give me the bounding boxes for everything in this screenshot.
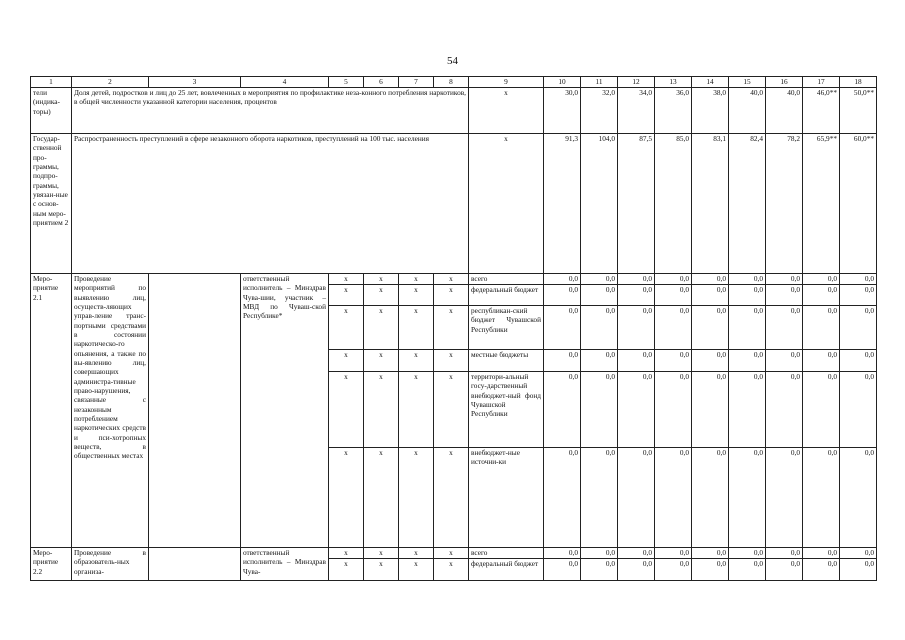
period-mark: x — [329, 559, 364, 581]
period-mark: x — [399, 548, 434, 559]
funding-value: 0,0 — [803, 372, 840, 448]
funding-value: 0,0 — [692, 350, 729, 372]
column-number: 3 — [149, 77, 241, 88]
period-mark: x — [364, 559, 399, 581]
period-mark: x — [434, 559, 469, 581]
period-mark: x — [329, 350, 364, 372]
funding-value: 0,0 — [692, 448, 729, 548]
measure-row — [31, 274, 877, 285]
funding-value: 0,0 — [729, 274, 766, 285]
period-mark: x — [399, 559, 434, 581]
period-mark: x — [399, 306, 434, 350]
funding-value: 0,0 — [840, 285, 877, 306]
indicator-value: 32,0 — [581, 88, 618, 134]
period-mark: x — [434, 448, 469, 548]
funding-value: 0,0 — [692, 559, 729, 581]
funding-value: 0,0 — [655, 548, 692, 559]
funding-source: всего — [469, 548, 544, 559]
funding-value: 0,0 — [803, 285, 840, 306]
period-mark: x — [364, 350, 399, 372]
funding-source: всего — [469, 274, 544, 285]
funding-value: 0,0 — [618, 448, 655, 548]
period-mark: x — [399, 372, 434, 448]
funding-source: федеральный бюджет — [469, 285, 544, 306]
indicator-value: 83,1 — [692, 134, 729, 274]
period-mark: x — [329, 448, 364, 548]
measure-name: Проведение в образователь-ных организа- — [72, 548, 149, 581]
indicator-value: 104,0 — [581, 134, 618, 274]
column-number: 18 — [840, 77, 877, 88]
funding-value: 0,0 — [729, 306, 766, 350]
funding-value: 0,0 — [803, 274, 840, 285]
funding-value: 0,0 — [692, 285, 729, 306]
column-number: 8 — [434, 77, 469, 88]
column-number: 17 — [803, 77, 840, 88]
column-number: 14 — [692, 77, 729, 88]
funding-value: 0,0 — [655, 285, 692, 306]
period-mark: x — [364, 548, 399, 559]
indicator-value: 78,2 — [766, 134, 803, 274]
funding-value: 0,0 — [803, 548, 840, 559]
indicator-value: 30,0 — [544, 88, 581, 134]
funding-value: 0,0 — [766, 559, 803, 581]
page-number: 54 — [447, 55, 458, 67]
funding-value: 0,0 — [729, 350, 766, 372]
measure-name: Проведение мероприятий по выявлению лиц, осуществ-ляющих управ-ление транс-портными средствами в состоянии наркотическо-го опьянения, а также по вы-явлению лиц, совершающих администра-тивные право-нарушения, связанные с незаконным потреблением наркотических средств и пси-хотропных веществ, в общественных местах — [72, 274, 149, 548]
period-mark: x — [364, 274, 399, 285]
funding-value: 0,0 — [729, 559, 766, 581]
indicator-value: 91,3 — [544, 134, 581, 274]
funding-value: 0,0 — [655, 448, 692, 548]
indicator-value: 65,9** — [803, 134, 840, 274]
funding-value: 0,0 — [766, 448, 803, 548]
funding-value: 0,0 — [581, 559, 618, 581]
funding-value: 0,0 — [766, 274, 803, 285]
indicator-value: 40,0 — [729, 88, 766, 134]
funding-value: 0,0 — [729, 448, 766, 548]
column-number: 5 — [329, 77, 364, 88]
funding-value: 0,0 — [840, 559, 877, 581]
column-number: 15 — [729, 77, 766, 88]
funding-value: 0,0 — [803, 559, 840, 581]
period-mark: x — [364, 372, 399, 448]
header-row — [31, 77, 877, 88]
period-mark: x — [364, 306, 399, 350]
funding-value: 0,0 — [544, 350, 581, 372]
funding-value: 0,0 — [692, 306, 729, 350]
measure-label: Меро-приятие 2.2 — [31, 548, 72, 581]
period-mark: x — [434, 548, 469, 559]
funding-value: 0,0 — [692, 548, 729, 559]
indicator-value: 34,0 — [618, 88, 655, 134]
period-mark: x — [329, 285, 364, 306]
funding-source: территори-альный госу-дарственный внебюджет-ный фонд Чувашской Республики — [469, 372, 544, 448]
column-number: 12 — [618, 77, 655, 88]
indicator-value: 85,0 — [655, 134, 692, 274]
funding-value: 0,0 — [692, 372, 729, 448]
period-mark: x — [329, 306, 364, 350]
funding-value: 0,0 — [840, 372, 877, 448]
indicator-value: 36,0 — [655, 88, 692, 134]
funding-value: 0,0 — [618, 548, 655, 559]
period-mark: x — [434, 350, 469, 372]
funding-value: 0,0 — [766, 350, 803, 372]
indicator-mark: x — [469, 88, 544, 134]
funding-value: 0,0 — [766, 372, 803, 448]
column-number: 1 — [31, 77, 72, 88]
indicator-text: Доля детей, подростков и лиц до 25 лет, вовлеченных в мероприятия по профилактике неза-конного потребления наркотиков, в общей численности указанной категории населения, процентов — [72, 88, 469, 134]
funding-value: 0,0 — [581, 372, 618, 448]
funding-value: 0,0 — [544, 306, 581, 350]
funding-value: 0,0 — [766, 306, 803, 350]
funding-value: 0,0 — [544, 559, 581, 581]
funding-value: 0,0 — [618, 372, 655, 448]
funding-value: 0,0 — [840, 350, 877, 372]
funding-value: 0,0 — [655, 306, 692, 350]
funding-value: 0,0 — [544, 448, 581, 548]
funding-source: федеральный бюджет — [469, 559, 544, 581]
funding-value: 0,0 — [729, 372, 766, 448]
funding-value: 0,0 — [581, 548, 618, 559]
funding-value: 0,0 — [655, 559, 692, 581]
funding-value: 0,0 — [840, 448, 877, 548]
indicator-value: 87,5 — [618, 134, 655, 274]
period-mark: x — [364, 285, 399, 306]
budget-table — [30, 76, 877, 581]
funding-value: 0,0 — [618, 559, 655, 581]
indicator-mark: x — [469, 134, 544, 274]
funding-value: 0,0 — [544, 372, 581, 448]
period-mark: x — [329, 372, 364, 448]
funding-value: 0,0 — [581, 350, 618, 372]
funding-value: 0,0 — [581, 448, 618, 548]
column-number: 9 — [469, 77, 544, 88]
indicator-value: 46,0** — [803, 88, 840, 134]
funding-value: 0,0 — [766, 548, 803, 559]
funding-value: 0,0 — [544, 548, 581, 559]
column-number: 7 — [399, 77, 434, 88]
empty-cell — [149, 548, 241, 581]
funding-value: 0,0 — [840, 306, 877, 350]
funding-value: 0,0 — [581, 285, 618, 306]
indicator-value: 40,0 — [766, 88, 803, 134]
funding-value: 0,0 — [729, 548, 766, 559]
funding-value: 0,0 — [655, 372, 692, 448]
funding-source: республикан-ский бюджет Чувашской Республики — [469, 306, 544, 350]
funding-value: 0,0 — [692, 274, 729, 285]
funding-value: 0,0 — [655, 274, 692, 285]
funding-source: внебюджет-ные источни-ки — [469, 448, 544, 548]
measure-label: Меро-приятие 2.1 — [31, 274, 72, 548]
period-mark: x — [399, 350, 434, 372]
funding-value: 0,0 — [581, 274, 618, 285]
period-mark: x — [434, 372, 469, 448]
period-mark: x — [399, 448, 434, 548]
column-number: 16 — [766, 77, 803, 88]
period-mark: x — [434, 306, 469, 350]
funding-value: 0,0 — [544, 274, 581, 285]
column-number: 11 — [581, 77, 618, 88]
period-mark: x — [399, 285, 434, 306]
funding-value: 0,0 — [618, 350, 655, 372]
period-mark: x — [329, 548, 364, 559]
empty-cell — [149, 274, 241, 548]
column-number: 4 — [241, 77, 329, 88]
period-mark: x — [434, 274, 469, 285]
funding-value: 0,0 — [840, 548, 877, 559]
measure-row — [31, 548, 877, 559]
column-number: 13 — [655, 77, 692, 88]
funding-source: местные бюджеты — [469, 350, 544, 372]
measure-executor: ответственный исполнитель – Минздрав Чува-шии, участник – МВД по Чуваш-ской Республике* — [241, 274, 329, 548]
indicator-text: Распространенность преступлений в сфере незаконного оборота наркотиков, преступлений на 100 тыс. населения — [72, 134, 469, 274]
column-number: 2 — [72, 77, 149, 88]
funding-value: 0,0 — [618, 306, 655, 350]
period-mark: x — [364, 448, 399, 548]
funding-value: 0,0 — [544, 285, 581, 306]
funding-value: 0,0 — [655, 350, 692, 372]
table-body — [31, 77, 877, 581]
indicator-value: 38,0 — [692, 88, 729, 134]
period-mark: x — [329, 274, 364, 285]
funding-value: 0,0 — [618, 274, 655, 285]
indicator-label: Государ-ственной про-граммы, подпро-граммы, увязан-ные с основ-ным меро-приятием 2 — [31, 134, 72, 274]
funding-value: 0,0 — [729, 285, 766, 306]
indicator-row — [31, 88, 877, 134]
measure-executor: ответственный исполнитель – Минздрав Чува- — [241, 548, 329, 581]
indicator-value: 50,0** — [840, 88, 877, 134]
funding-value: 0,0 — [803, 448, 840, 548]
funding-value: 0,0 — [803, 350, 840, 372]
indicator-label: тели (индика-торы) — [31, 88, 72, 134]
funding-value: 0,0 — [766, 285, 803, 306]
period-mark: x — [434, 285, 469, 306]
funding-value: 0,0 — [840, 274, 877, 285]
indicator-row — [31, 134, 877, 274]
funding-value: 0,0 — [803, 306, 840, 350]
indicator-value: 60,0** — [840, 134, 877, 274]
period-mark: x — [399, 274, 434, 285]
funding-value: 0,0 — [581, 306, 618, 350]
column-number: 6 — [364, 77, 399, 88]
funding-value: 0,0 — [618, 285, 655, 306]
column-number: 10 — [544, 77, 581, 88]
indicator-value: 82,4 — [729, 134, 766, 274]
